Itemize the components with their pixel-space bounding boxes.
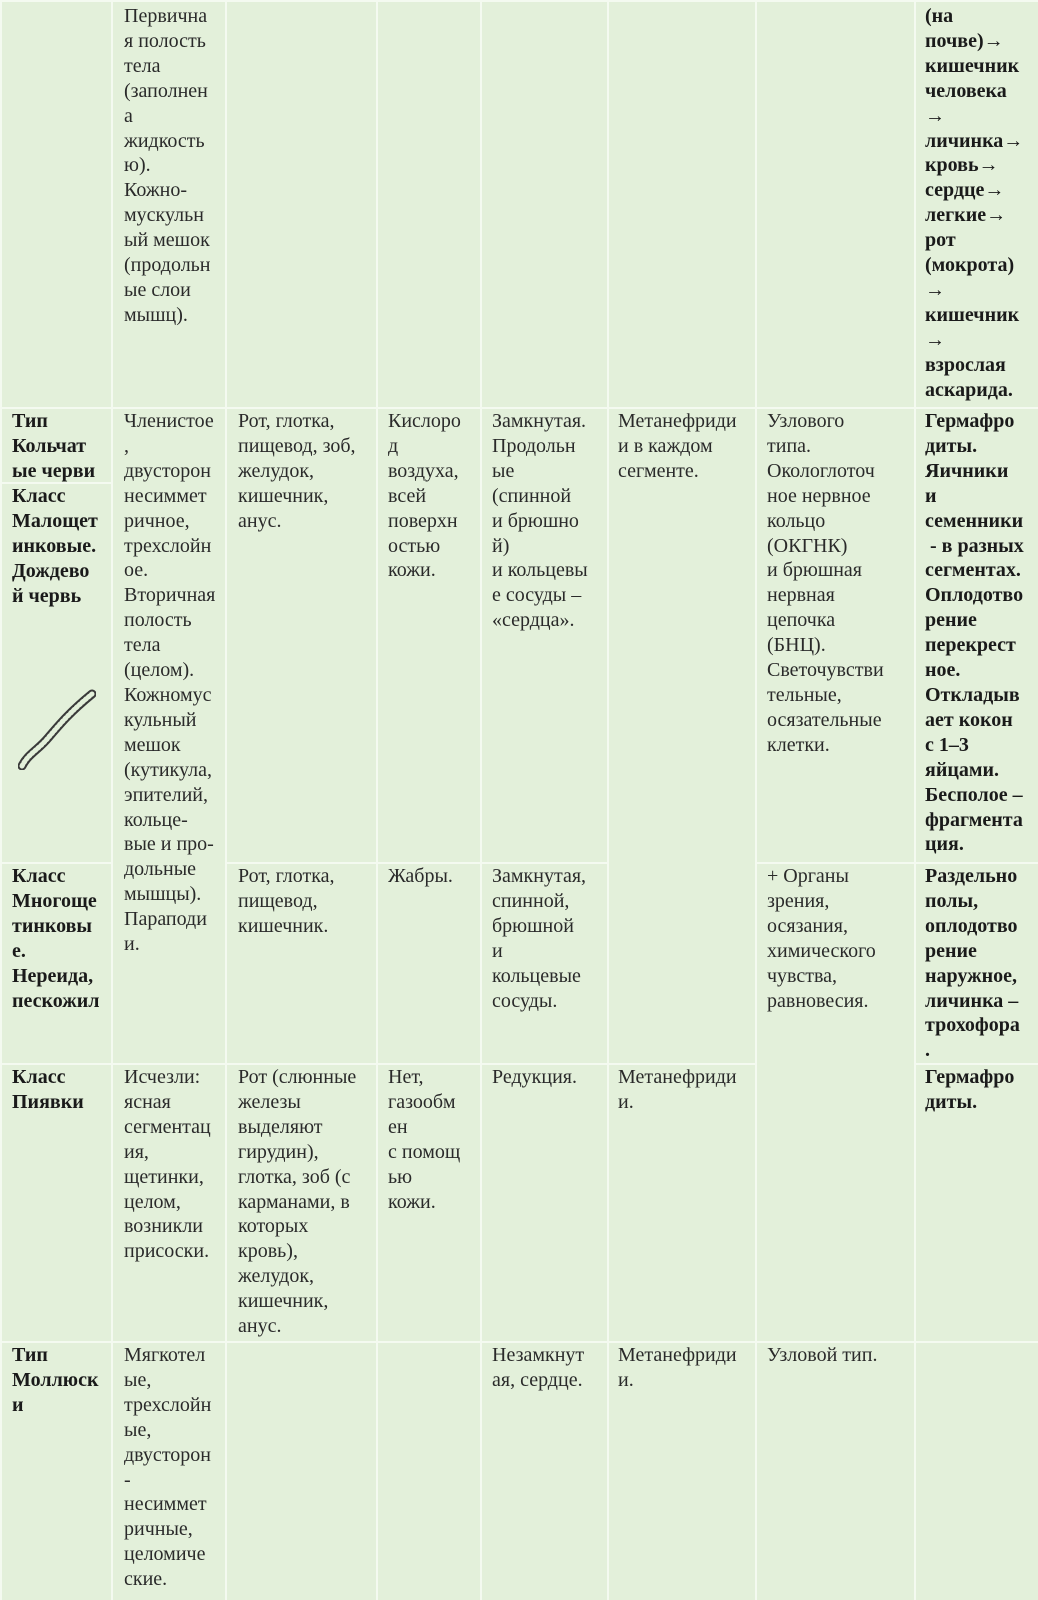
row-divider (0, 0, 1038, 2)
leeches-reproduction: Гермафро диты. (925, 1066, 1015, 1113)
mollusks-body-structure: Мягкотел ые, трехслойн ые, двусторон - несиммет ричные, целомиче ские. (124, 1344, 212, 1591)
oligochaeta-name: Класс Малощет инковые. Дождево й червь (12, 485, 98, 607)
polychaeta-respiratory: Жабры. (388, 865, 453, 887)
oligochaeta-reproduction: Гермафро диты. Яичники и семенники - в разных сегментах. Оплодотво рение перекрест ное. Откладыв ает кокон с 1–3 яйцами. Бесполое – фрагмента ция. (925, 410, 1024, 856)
leeches-name: Класс Пиявки (12, 1066, 84, 1113)
leeches-respiratory: Нет, газообм ен с помощ ью кожи. (388, 1066, 461, 1213)
mollusks-nervous: Узловой тип. (767, 1344, 878, 1366)
polychaeta-nervous: + Органы зрения, осязания, химического чувства, равновесия. (767, 865, 876, 1012)
annelids-excretory: Метанефриди и в каждом сегменте. (618, 410, 737, 482)
polychaeta-digestive: Рот, глотка, пищевод, кишечник. (238, 865, 335, 937)
column-divider (376, 0, 378, 1600)
column-divider (111, 0, 113, 1600)
earthworm-icon (18, 688, 96, 770)
oligochaeta-respiratory: Кислоро д воздуха, всей поверхн остью кожи. (388, 410, 461, 582)
column-divider (914, 0, 916, 1600)
column-divider (607, 0, 609, 1600)
oligochaeta-circulatory: Замкнутая. Продольн ые (спинной и брюшно й) и кольцевы е сосуды – «сердца». (492, 410, 588, 632)
leeches-digestive: Рот (слюнные железы выделяют гирудин), глотка, зоб (с карманами, в которых кровь), желудок, кишечник, анус. (238, 1066, 357, 1338)
polychaeta-name: Класс Многоще тинковы е. Нереида, пескожил (12, 865, 100, 1012)
mollusks-excretory: Метанефриди и. (618, 1344, 737, 1391)
annelids-name: Тип Кольчат ые черви (12, 410, 96, 482)
column-divider (480, 0, 482, 1600)
nematode-body-structure: Первична я полость тела (заполнен а жидкость ю). Кожно- мускульн ый мешок (продольн ые слои мышц). (124, 5, 211, 326)
leeches-body-structure: Исчезли: ясная сегментац ия, щетинки, целом, возникли присоски. (124, 1066, 211, 1263)
leeches-circulatory: Редукция. (492, 1066, 577, 1088)
mollusks-circulatory: Незамкнут ая, сердце. (492, 1344, 585, 1391)
nematode-development-cycle: (на почве)→ кишечник человека → личинка→ кровь→ сердце→ легкие→ рот (мокрота) → кишечник → взрослая aскарида. (925, 5, 1024, 401)
column-divider (0, 0, 2, 1600)
polychaeta-reproduction: Раздельно полы, оплодотво рение наружное, личинка – трохофора . (925, 865, 1020, 1062)
annelids-body-structure: Членистое , двусторон несиммет ричное, трехслойн ое. Вторичная полость тела (целом). Кожномус кульный мешок (кутикула, эпителий, кольце- вые и про- дольные мышцы). Параподи и. (124, 410, 216, 956)
leeches-excretory: Метанефриди и. (618, 1066, 737, 1113)
column-divider (225, 0, 227, 1600)
oligochaeta-digestive: Рот, глотка, пищевод, зоб, желудок, кишечник, анус. (238, 410, 356, 532)
polychaeta-circulatory: Замкнутая, спинной, брюшной и кольцевые сосуды. (492, 865, 587, 1012)
mollusks-name: Тип Моллюск и (12, 1344, 99, 1416)
oligochaeta-nervous: Узлового типа. Окологлоточ ное нервное кольцо (ОКГНК) и брюшная нервная цепочка (БНЦ). Светочувстви тельные, осязательные клетки. (767, 410, 884, 756)
column-divider (755, 0, 757, 1600)
